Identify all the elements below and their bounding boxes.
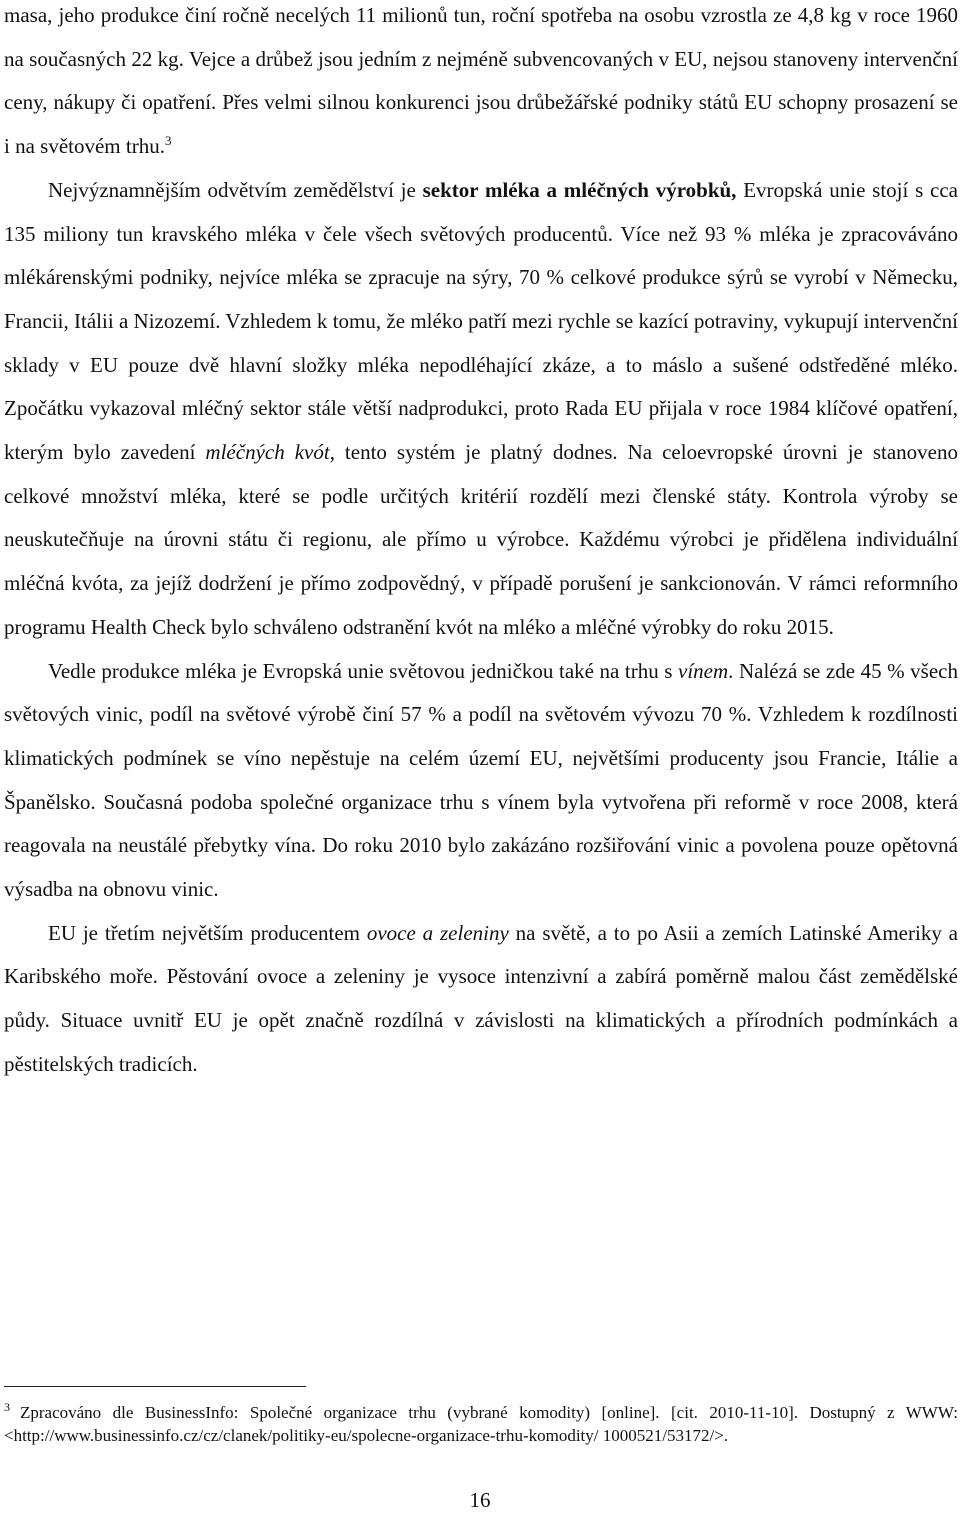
footnote-mark: 3 [4, 1400, 10, 1414]
bold-text: sektor mléka a mléčných výrobků, [422, 177, 737, 202]
paragraph [4, 0, 958, 169]
paragraph [4, 169, 958, 650]
text-run: . Nalézá se zde 45 % všech světových vinic, podíl na světové výrobě činí 57 % a podíl na světovém vývozu 70 %. Vzhledem k rozdílnosti klimatických podmínek se víno nepěstuje na celém území EU, největšími producenty jsou Francie, Itálie a Španělsko. Současná podoba společné organizace trhu s vínem byla vytvořena při reformě v roce 2008, která reagovala na neustálé přebytky vína. Do roku 2010 bylo zakázáno rozšiřování vinic a povolena pouze opětovná výsadba na obnovu vinic. [4, 658, 958, 902]
text-run: Evropská unie stojí s cca 135 miliony tun kravského mléka v čele všech světových producentů. Více než 93 % mléka je zpracováváno mlékárenskými podniky, nejvíce mléka se zpracuje na sýry, 70 % celkové produkce sýrů se vyrobí v Německu, Francii, Itálii a Nizozemí. Vzhledem k tomu, že mléko patří mezi rychle se kazící potraviny, vykupují intervenční sklady v EU pouze dvě hlavní složky mléka nepodléhající zkáze, a to máslo a sušené odstředěné mléko. Zpočátku vykazoval mléčný sektor stále větší nadprodukci, proto Rada EU přijala v roce 1984 klíčové opatření, kterým bylo zavedení [4, 177, 958, 465]
paragraphs-container [4, 0, 958, 1087]
footnote [4, 1401, 958, 1447]
document-body [4, 0, 958, 1087]
text-run: masa, jeho produkce činí ročně necelých 11 milionů tun, roční spotřeba na osobu vzrostla ze 4,8 kg v roce 1960 na současných 22 kg. Vejce a drůbež jsou jedním z nejméně subvencovaných v EU, nejsou stanoveny intervenční ceny, nákupy či opatření. Přes velmi silnou konkurenci jsou drůbežářské podniky států EU schopny prosazení se i na světovém trhu. [4, 3, 958, 159]
text-run: na světě, a to po Asii a zemích Latinské Ameriky a Karibského moře. Pěstování ovoce a zeleniny je vysoce intenzivní a zabírá poměrně malou část zemědělské půdy. Situace uvnitř EU je opět značně rozdílná v závislosti na klimatických a přírodních podmínkách a pěstitelských tradicích. [4, 920, 959, 1076]
italic-text: ovoce a zeleniny [366, 920, 509, 945]
paragraph [4, 912, 958, 1087]
footnote-text: Zpracováno dle BusinessInfo: Společné organizace trhu (vybrané komodity) [online]. [cit. 2010-11-10]. Dostupný z WWW: <http://www.businessinfo.cz/cz/clanek/politiky-eu/spolecne-organizace-trhu-komodity/ 1000521/53172/>. [4, 1403, 958, 1445]
page-number: 16 [469, 1488, 491, 1512]
italic-text: vínem [678, 658, 729, 683]
footnote-reference: 3 [164, 133, 172, 149]
footnote-separator [4, 1386, 306, 1387]
paragraph [4, 650, 958, 912]
text-run: EU je třetím největším producentem [48, 920, 367, 945]
text-run: Vedle produkce mléka je Evropská unie světovou jedničkou také na trhu s [48, 658, 679, 683]
italic-text: mléčných kvót [205, 440, 330, 465]
text-run: , tento systém je platný dodnes. Na celoevropské úrovni je stanoveno celkové množství mléka, které se podle určitých kritérií rozdělí mezi členské státy. Kontrola výroby se neuskutečňuje na úrovni státu či regionu, ale přímo u výrobce. Každému výrobci je přidělena individuální mléčná kvóta, za jejíž dodržení je přímo zodpovědný, v případě porušení je sankcionován. V rámci reformního programu Health Check bylo schváleno odstranění kvót na mléko a mléčné výrobky do roku 2015. [4, 440, 958, 639]
text-run: Nejvýznamnějším odvětvím zemědělství je [48, 177, 423, 202]
